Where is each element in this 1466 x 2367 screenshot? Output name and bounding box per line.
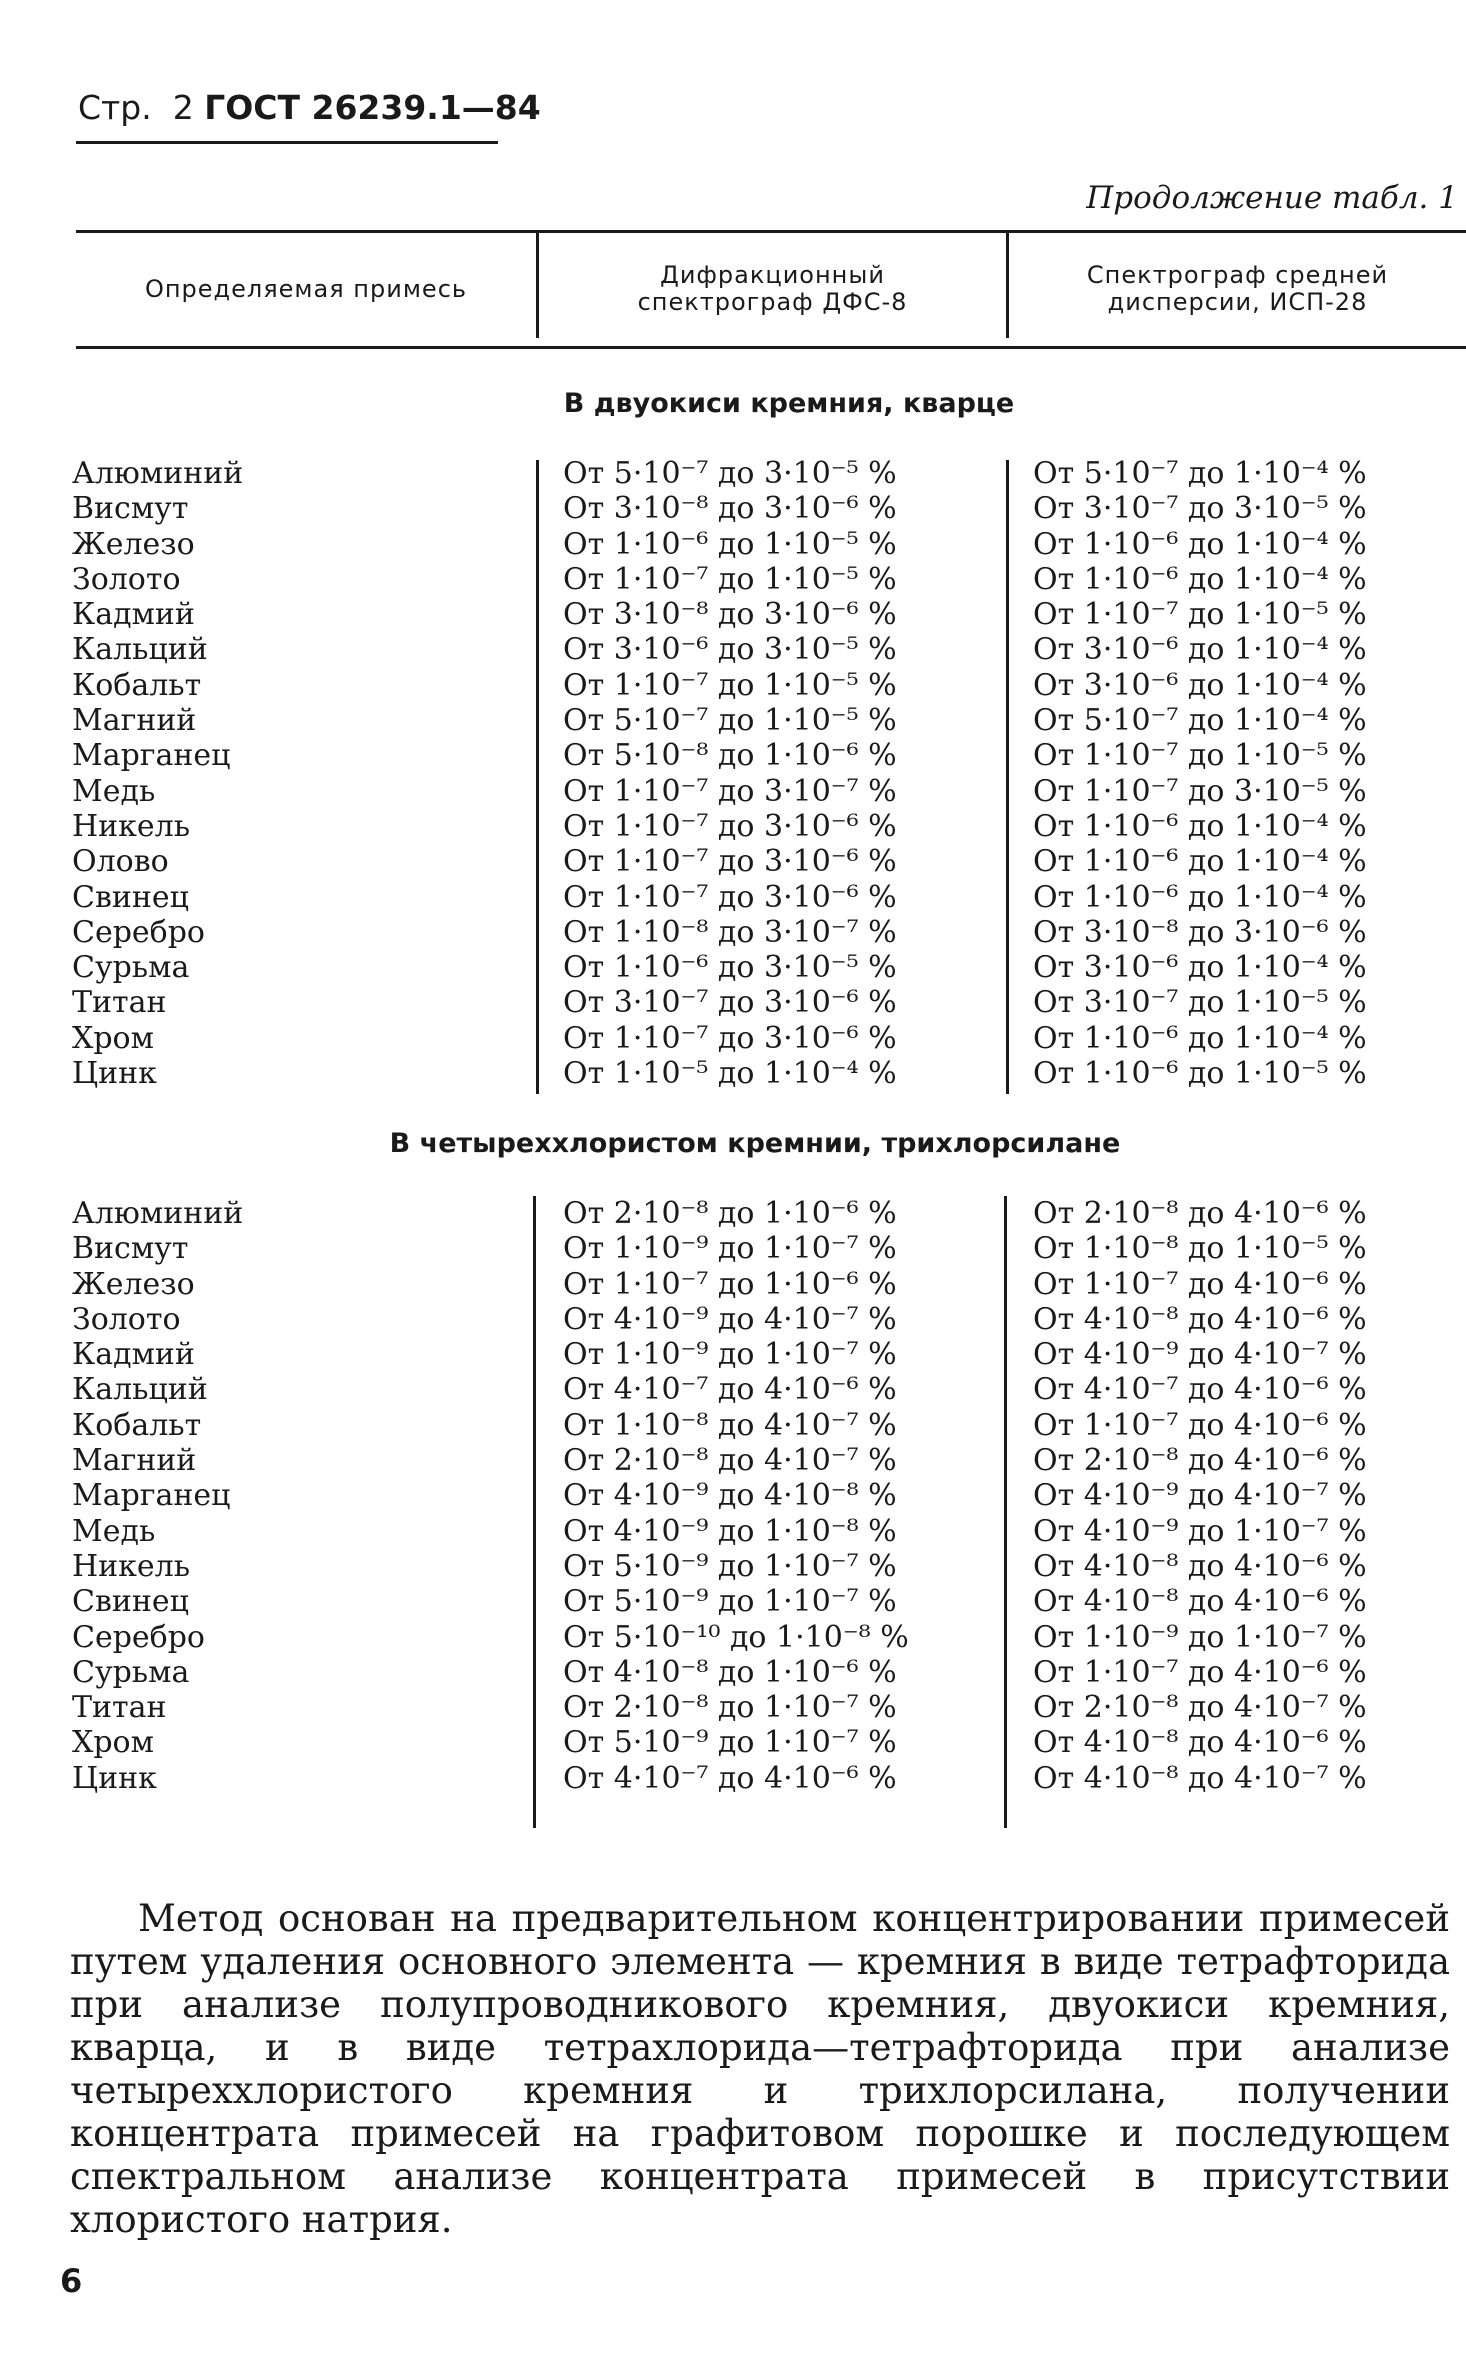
impurity-cell: Сурьма [72, 1654, 190, 1690]
impurity-cell: Хром [72, 1725, 154, 1761]
table-row [0, 1725, 1466, 1760]
dfs8-range-cell: От 2·10⁻⁸ до 1·10⁻⁷ % [563, 1690, 897, 1726]
isp28-range-cell: От 4·10⁻⁸ до 4·10⁻⁶ % [1033, 1725, 1367, 1761]
impurity-cell: Титан [72, 1690, 167, 1726]
impurity-cell: Цинк [72, 1760, 157, 1796]
table-row [0, 1549, 1466, 1584]
section-title-chlorides: В четыреххлористом кремнии, трихлорсилане [389, 1128, 1121, 1159]
isp28-range-cell: От 1·10⁻⁶ до 1·10⁻⁴ % [1033, 561, 1367, 597]
table-row [0, 1514, 1466, 1549]
table-row [0, 527, 1466, 562]
table-row [0, 844, 1466, 879]
dfs8-range-cell: От 4·10⁻⁹ до 4·10⁻⁸ % [563, 1478, 897, 1514]
impurity-cell: Медь [72, 1513, 156, 1549]
impurity-cell: Золото [72, 1301, 181, 1337]
table-row [0, 1655, 1466, 1690]
isp28-range-cell: От 1·10⁻⁶ до 1·10⁻⁵ % [1033, 1056, 1367, 1092]
isp28-range-cell: От 1·10⁻⁶ до 1·10⁻⁴ % [1033, 844, 1367, 880]
impurity-cell: Магний [72, 703, 197, 739]
isp28-range-cell: От 4·10⁻⁷ до 4·10⁻⁶ % [1033, 1372, 1367, 1408]
table-row [0, 491, 1466, 526]
isp28-range-cell: От 1·10⁻⁷ до 1·10⁻⁵ % [1033, 597, 1367, 633]
isp28-range-cell: От 5·10⁻⁷ до 1·10⁻⁴ % [1033, 456, 1367, 491]
isp28-range-cell: От 1·10⁻⁷ до 4·10⁻⁶ % [1033, 1266, 1367, 1302]
dfs8-range-cell: От 4·10⁻⁷ до 4·10⁻⁶ % [563, 1760, 897, 1796]
impurity-cell: Титан [72, 985, 167, 1021]
isp28-range-cell: От 3·10⁻⁶ до 1·10⁻⁴ % [1033, 632, 1367, 668]
dfs8-range-cell: От 5·10⁻⁹ до 1·10⁻⁷ % [563, 1548, 897, 1584]
dfs8-range-cell: От 3·10⁻⁶ до 3·10⁻⁵ % [563, 632, 897, 668]
table-row [0, 1337, 1466, 1372]
table-row [0, 597, 1466, 632]
table-row [0, 632, 1466, 667]
impurity-cell: Кальций [72, 1372, 208, 1408]
dfs8-range-cell: От 1·10⁻⁵ до 1·10⁻⁴ % [563, 1056, 897, 1092]
col-header-isp28-line2: дисперсии, ИСП-28 [1107, 288, 1368, 316]
isp28-range-cell: От 2·10⁻⁸ до 4·10⁻⁷ % [1033, 1690, 1367, 1726]
dfs8-range-cell: От 1·10⁻⁷ до 3·10⁻⁷ % [563, 773, 897, 809]
impurity-cell: Кобальт [72, 667, 202, 703]
page-label: Стр. [78, 88, 152, 127]
isp28-range-cell: От 1·10⁻⁷ до 4·10⁻⁶ % [1033, 1654, 1367, 1690]
isp28-range-cell: От 3·10⁻⁷ до 3·10⁻⁵ % [1033, 491, 1367, 527]
dfs8-range-cell: От 1·10⁻⁶ до 3·10⁻⁵ % [563, 950, 897, 986]
impurity-cell: Висмут [72, 1231, 189, 1267]
dfs8-range-cell: От 1·10⁻⁷ до 3·10⁻⁶ % [563, 879, 897, 915]
isp28-range-cell: От 1·10⁻⁷ до 3·10⁻⁵ % [1033, 773, 1367, 809]
dfs8-range-cell: От 5·10⁻⁹ до 1·10⁻⁷ % [563, 1584, 897, 1620]
table-row [0, 1231, 1466, 1266]
page-number: 6 [60, 2262, 83, 2300]
isp28-range-cell: От 1·10⁻⁹ до 1·10⁻⁷ % [1033, 1619, 1367, 1655]
impurity-cell: Марганец [72, 738, 231, 774]
isp28-range-cell: От 2·10⁻⁸ до 4·10⁻⁶ % [1033, 1196, 1367, 1231]
table-row [0, 1302, 1466, 1337]
dfs8-range-cell: От 1·10⁻⁸ до 3·10⁻⁷ % [563, 914, 897, 950]
table-row [0, 1056, 1466, 1091]
dfs8-range-cell: От 1·10⁻⁶ до 1·10⁻⁵ % [563, 526, 897, 562]
isp28-range-cell: От 3·10⁻⁶ до 1·10⁻⁴ % [1033, 667, 1367, 703]
table-row [0, 985, 1466, 1020]
impurity-cell: Кобальт [72, 1407, 202, 1443]
section1-rows [0, 456, 1466, 1091]
dfs8-range-cell: От 1·10⁻⁷ до 1·10⁻⁶ % [563, 1266, 897, 1302]
isp28-range-cell: От 3·10⁻⁸ до 3·10⁻⁶ % [1033, 914, 1367, 950]
isp28-range-cell: От 4·10⁻⁸ до 4·10⁻⁶ % [1033, 1584, 1367, 1620]
dfs8-range-cell: От 1·10⁻⁷ до 3·10⁻⁶ % [563, 808, 897, 844]
table-row [0, 1196, 1466, 1231]
table-row [0, 1267, 1466, 1302]
isp28-range-cell: От 1·10⁻⁸ до 1·10⁻⁵ % [1033, 1231, 1367, 1267]
table-row [0, 1478, 1466, 1513]
impurity-cell: Железо [72, 526, 195, 562]
isp28-range-cell: От 1·10⁻⁶ до 1·10⁻⁴ % [1033, 808, 1367, 844]
dfs8-range-cell: От 1·10⁻⁷ до 1·10⁻⁵ % [563, 667, 897, 703]
impurity-cell: Кадмий [72, 597, 195, 633]
table-row [0, 950, 1466, 985]
isp28-range-cell: От 1·10⁻⁶ до 1·10⁻⁴ % [1033, 526, 1367, 562]
method-paragraph: Метод основан на предварительном концентрировании примесей путем удаления основного элемента — кремния в виде тетрафторида при анализе полупроводникового кремния, двуокиси кремния, кварца, и в виде тетрахлорида—тетрафторида при анализе четыреххлористого кремния и трихлорсилана, получении концентрата примесей на графитовом порошке и последующем спектральном анализе концентрата примесей в присутствии хлористого натрия. [70, 1897, 1450, 2241]
isp28-range-cell: От 4·10⁻⁹ до 4·10⁻⁷ % [1033, 1337, 1367, 1373]
impurity-cell: Кадмий [72, 1337, 195, 1373]
dfs8-range-cell: От 1·10⁻⁷ до 1·10⁻⁵ % [563, 561, 897, 597]
impurity-cell: Цинк [72, 1056, 157, 1092]
impurity-cell: Кальций [72, 632, 208, 668]
dfs8-range-cell: От 4·10⁻⁸ до 1·10⁻⁶ % [563, 1654, 897, 1690]
impurity-cell: Железо [72, 1266, 195, 1302]
impurity-cell: Хром [72, 1020, 154, 1056]
table-row [0, 456, 1466, 491]
impurity-cell: Никель [72, 1548, 191, 1584]
header-rule [76, 141, 498, 144]
table-row [0, 774, 1466, 809]
table-row [0, 738, 1466, 773]
impurity-cell: Сурьма [72, 950, 190, 986]
dfs8-range-cell: От 3·10⁻⁷ до 3·10⁻⁶ % [563, 985, 897, 1021]
dfs8-range-cell: От 5·10⁻⁸ до 1·10⁻⁶ % [563, 738, 897, 774]
table-row [0, 1408, 1466, 1443]
impurity-cell: Серебро [72, 1619, 205, 1655]
isp28-range-cell: От 4·10⁻⁸ до 4·10⁻⁶ % [1033, 1548, 1367, 1584]
dfs8-range-cell: От 2·10⁻⁸ до 4·10⁻⁷ % [563, 1443, 897, 1479]
dfs8-range-cell: От 1·10⁻⁸ до 4·10⁻⁷ % [563, 1407, 897, 1443]
impurity-cell: Алюминий [72, 456, 244, 491]
table-row [0, 809, 1466, 844]
table-row [0, 915, 1466, 950]
dfs8-range-cell: От 4·10⁻⁷ до 4·10⁻⁶ % [563, 1372, 897, 1408]
dfs8-range-cell: От 5·10⁻⁹ до 1·10⁻⁷ % [563, 1725, 897, 1761]
table-row [0, 1620, 1466, 1655]
isp28-range-cell: От 5·10⁻⁷ до 1·10⁻⁴ % [1033, 703, 1367, 739]
dfs8-range-cell: От 1·10⁻⁷ до 3·10⁻⁶ % [563, 844, 897, 880]
dfs8-range-cell: От 1·10⁻⁹ до 1·10⁻⁷ % [563, 1337, 897, 1373]
section2-rows [0, 1196, 1466, 1796]
impurity-cell: Медь [72, 773, 156, 809]
impurity-cell: Свинец [72, 1584, 189, 1620]
dfs8-range-cell: От 4·10⁻⁹ до 4·10⁻⁷ % [563, 1301, 897, 1337]
dfs8-range-cell: От 2·10⁻⁸ до 1·10⁻⁶ % [563, 1196, 897, 1231]
table-row [0, 1443, 1466, 1478]
isp28-range-cell: От 2·10⁻⁸ до 4·10⁻⁶ % [1033, 1443, 1367, 1479]
impurity-cell: Алюминий [72, 1196, 244, 1231]
impurity-cell: Магний [72, 1443, 197, 1479]
table-row [0, 703, 1466, 738]
isp28-range-cell: От 3·10⁻⁷ до 1·10⁻⁵ % [1033, 985, 1367, 1021]
table-top-rule [76, 230, 1466, 233]
table-header-rule [76, 346, 1466, 349]
dfs8-range-cell: От 4·10⁻⁹ до 1·10⁻⁸ % [563, 1513, 897, 1549]
col-header-impurity [76, 276, 536, 303]
isp28-range-cell: От 1·10⁻⁷ до 1·10⁻⁵ % [1033, 738, 1367, 774]
section-title-silica: В двуокиси кремния, кварце [563, 388, 1015, 419]
dfs8-range-cell: От 5·10⁻⁷ до 3·10⁻⁵ % [563, 456, 897, 491]
table-row [0, 880, 1466, 915]
table-row [0, 562, 1466, 597]
impurity-cell: Марганец [72, 1478, 231, 1514]
page-header [78, 88, 541, 128]
table-row [0, 1372, 1466, 1407]
dfs8-range-cell: От 3·10⁻⁸ до 3·10⁻⁶ % [563, 597, 897, 633]
isp28-range-cell: От 1·10⁻⁶ до 1·10⁻⁴ % [1033, 1020, 1367, 1056]
isp28-range-cell: От 1·10⁻⁷ до 4·10⁻⁶ % [1033, 1407, 1367, 1443]
table-row [0, 1690, 1466, 1725]
dfs8-range-cell: От 1·10⁻⁹ до 1·10⁻⁷ % [563, 1231, 897, 1267]
dfs8-range-cell: От 1·10⁻⁷ до 3·10⁻⁶ % [563, 1020, 897, 1056]
isp28-range-cell: От 4·10⁻⁸ до 4·10⁻⁷ % [1033, 1760, 1367, 1796]
col-header-impurity-text: Определяемая примесь [144, 275, 468, 303]
col-header-isp28-line1: Спектрограф средней [1086, 261, 1389, 289]
impurity-cell: Свинец [72, 879, 189, 915]
impurity-cell: Никель [72, 808, 191, 844]
impurity-cell: Висмут [72, 491, 189, 527]
isp28-range-cell: От 4·10⁻⁹ до 1·10⁻⁷ % [1033, 1513, 1367, 1549]
standard-code: ГОСТ 26239.1—84 [204, 88, 541, 127]
isp28-range-cell: От 4·10⁻⁹ до 4·10⁻⁷ % [1033, 1478, 1367, 1514]
impurity-cell: Золото [72, 561, 181, 597]
impurity-cell: Олово [72, 844, 169, 880]
col-header-dfs8 [539, 262, 1006, 316]
dfs8-range-cell: От 5·10⁻⁷ до 1·10⁻⁵ % [563, 703, 897, 739]
table-row [0, 668, 1466, 703]
col-header-isp28 [1009, 262, 1466, 316]
impurity-cell: Серебро [72, 914, 205, 950]
table-row [0, 1761, 1466, 1796]
page-num: 2 [172, 88, 194, 127]
dfs8-range-cell: От 3·10⁻⁸ до 3·10⁻⁶ % [563, 491, 897, 527]
table-row [0, 1584, 1466, 1619]
col-header-dfs8-line1: Дифракционный [660, 261, 885, 289]
isp28-range-cell: От 4·10⁻⁸ до 4·10⁻⁶ % [1033, 1301, 1367, 1337]
table-row [0, 1021, 1466, 1056]
isp28-range-cell: От 1·10⁻⁶ до 1·10⁻⁴ % [1033, 879, 1367, 915]
isp28-range-cell: От 3·10⁻⁶ до 1·10⁻⁴ % [1033, 950, 1367, 986]
table-continuation-label: Продолжение табл. 1 [1086, 180, 1458, 216]
dfs8-range-cell: От 5·10⁻¹⁰ до 1·10⁻⁸ % [563, 1619, 909, 1655]
col-header-dfs8-line2: спектрограф ДФС-8 [637, 288, 908, 316]
